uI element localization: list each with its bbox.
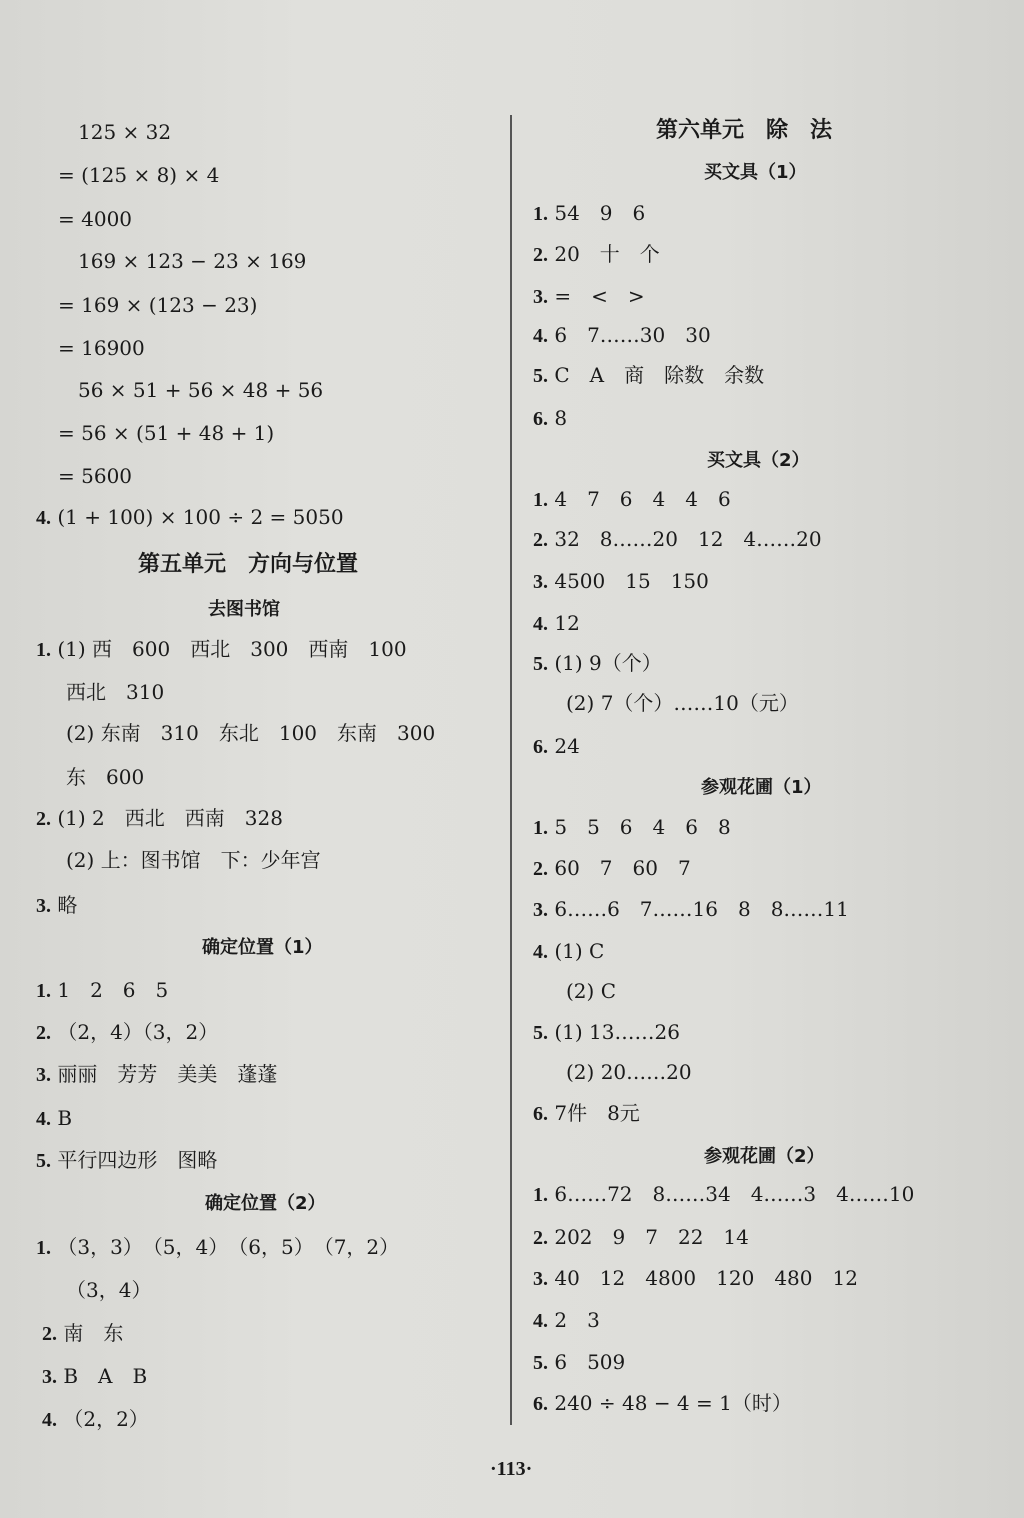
item-number: 2. [42,1323,57,1345]
answer-item [533,1101,640,1126]
section-title: 买文具（1） [704,162,807,183]
calc-line: = 169 × (123 − 23) [58,293,258,317]
item-number: 3. [533,571,548,593]
answer-item [533,651,662,676]
section-title: 确定位置（1） [202,937,323,958]
item-text: C A 商 除数 余数 [554,363,765,387]
answer-item [533,1350,625,1375]
answer-item [66,680,164,704]
item-number: 4. [533,1310,548,1332]
item-number: 4. [42,1409,57,1431]
calc-line: 169 × 123 − 23 × 169 [78,249,307,273]
answer-item [533,1225,749,1250]
answer-item [533,487,731,512]
item-text: B A B [63,1364,148,1388]
item-text: 24 [554,734,580,758]
answer-item [66,848,321,872]
answer-item [533,815,731,840]
item-text: (2) C [566,979,616,1003]
item-text: 2 3 [554,1308,600,1332]
item-text: 6……72 8……34 4……3 4……10 [554,1182,915,1206]
answer-item [533,856,691,881]
item-text: 40 12 4800 120 480 12 [554,1266,858,1290]
item-text: （2，4）（3，2） [57,1020,219,1044]
item-number: 2. [36,1022,51,1044]
item-text: 12 [554,611,580,635]
item-text: 东 600 [66,765,145,789]
answer-item [533,939,604,964]
page-number: ·113· [490,1458,533,1480]
answer-item [533,201,645,226]
item-text: 240 ÷ 48 − 4 = 1（时） [554,1391,792,1415]
item-text: 8 [554,406,568,430]
item-number: 3. [533,899,548,921]
item-text: (1) 13……26 [554,1020,680,1044]
item-number: 3. [36,1064,51,1086]
item-number: 5. [533,365,548,387]
item-text: 6 509 [554,1350,626,1374]
answer-item [36,1148,217,1173]
item-text: 略 [57,893,78,917]
calc-line: = 16900 [58,336,145,360]
item-number: 1. [533,817,548,839]
item-number: 2. [533,858,548,880]
answer-item [566,979,616,1003]
item-number: 6. [533,736,548,758]
section-title: 去图书馆 [208,599,280,620]
item-number: 4. [533,941,548,963]
item-text: 20 十 个 [554,242,660,266]
item-text: 平行四边形 图略 [57,1148,218,1172]
answer-item [36,1235,399,1260]
item-number: 1. [36,1237,51,1259]
item-text: （2，2） [63,1407,149,1431]
item-text: 6……6 7……16 8 8……11 [554,897,849,921]
answer-item [533,1182,914,1207]
item-number: 1. [36,639,51,661]
answer-item [533,611,580,636]
item-text: B [57,1106,73,1130]
item-text: = < > [554,284,645,308]
section-title: 参观花圃（1） [701,777,822,798]
answer-item [42,1321,123,1346]
answer-item [42,1364,147,1389]
unit-title: 第五单元 方向与位置 [138,552,359,577]
answer-item [533,363,764,388]
item-number: 1. [533,1184,548,1206]
calc-line: 125 × 32 [78,120,172,144]
section-title: 买文具（2） [707,450,810,471]
item-number: 1. [533,203,548,225]
answer-item [533,527,822,552]
item-number: 3. [533,286,548,308]
answer-item [36,1062,277,1087]
answer-item [36,1106,72,1131]
item-number: 5. [533,1352,548,1374]
answer-item [36,637,407,662]
item-number: 5. [533,1022,548,1044]
item-number: 1. [533,489,548,511]
answer-item [533,1020,680,1045]
column-divider [510,115,512,1425]
item-text: 54 9 6 [554,201,646,225]
item-number: 2. [533,244,548,266]
item-text: 4 7 6 4 4 6 [554,487,731,511]
item-text: 丽丽 芳芳 美美 蓬蓬 [57,1062,278,1086]
answer-item [533,242,660,267]
item-number: 2. [36,808,51,830]
answer-item [533,1266,858,1291]
item-text: 7件 8元 [554,1101,640,1125]
item-number: 6. [533,1393,548,1415]
answer-item [66,1278,151,1302]
item-text: 1 2 6 5 [57,978,169,1002]
answer-item [533,323,711,348]
item-number: 2. [533,1227,548,1249]
answer-item [533,897,849,922]
section-title: 确定位置（2） [205,1193,326,1214]
calc-line: = 4000 [58,207,133,231]
item-text: (1 + 100) × 100 ÷ 2 = 5050 [57,505,344,529]
section-title: 参观花圃（2） [704,1146,825,1167]
item-text: 202 9 7 22 14 [554,1225,749,1249]
answer-item [533,406,567,431]
item-text: (1) 2 西北 西南 328 [57,806,283,830]
item-text: （3，4） [66,1278,152,1302]
item-number: 4. [36,1108,51,1130]
answer-item [66,721,435,745]
item-number: 3. [533,1268,548,1290]
item-number: 5. [36,1150,51,1172]
item-text: （3，3） （5，4） （6，5） （7，2） [57,1235,400,1259]
item-number: 4. [533,613,548,635]
item-text: 60 7 60 7 [554,856,691,880]
answer-item [42,1407,149,1432]
calc-line: = 5600 [58,464,133,488]
answer-item [36,505,344,530]
item-text: (1) 9（个） [554,651,662,675]
item-text: 32 8……20 12 4……20 [554,527,822,551]
item-number: 3. [36,895,51,917]
answer-item [66,765,144,789]
answer-item [566,1060,692,1084]
answer-item [533,284,645,309]
item-text: (2) 7（个）……10（元） [566,691,799,715]
item-number: 4. [533,325,548,347]
item-text: (1) C [554,939,605,963]
item-text: 4500 15 150 [554,569,709,593]
item-text: (2) 上：图书馆 下：少年宫 [66,848,321,872]
calc-line: = (125 × 8) × 4 [58,163,220,187]
item-number: 3. [42,1366,57,1388]
item-number: 4. [36,507,51,529]
answer-item [566,691,799,715]
unit-title: 第六单元 除 法 [656,118,833,143]
answer-item [533,1391,792,1416]
calc-line: 56 × 51 + 56 × 48 + 56 [78,378,324,402]
item-text: (2) 20……20 [566,1060,692,1084]
item-text: (1) 西 600 西北 300 西南 100 [57,637,407,661]
item-text: 西北 310 [66,680,165,704]
answer-item [533,734,580,759]
item-text: 南 东 [63,1321,124,1345]
item-text: 5 5 6 4 6 8 [554,815,731,839]
item-number: 6. [533,1103,548,1125]
answer-item [36,1020,218,1045]
answer-item [36,806,283,831]
item-number: 1. [36,980,51,1002]
item-text: (2) 东南 310 东北 100 东南 300 [66,721,436,745]
item-number: 5. [533,653,548,675]
item-number: 2. [533,529,548,551]
answer-item [36,978,168,1003]
calc-line: = 56 × (51 + 48 + 1) [58,421,275,445]
answer-item [36,893,77,918]
item-number: 6. [533,408,548,430]
item-text: 6 7……30 30 [554,323,711,347]
answer-item [533,1308,600,1333]
answer-item [533,569,709,594]
